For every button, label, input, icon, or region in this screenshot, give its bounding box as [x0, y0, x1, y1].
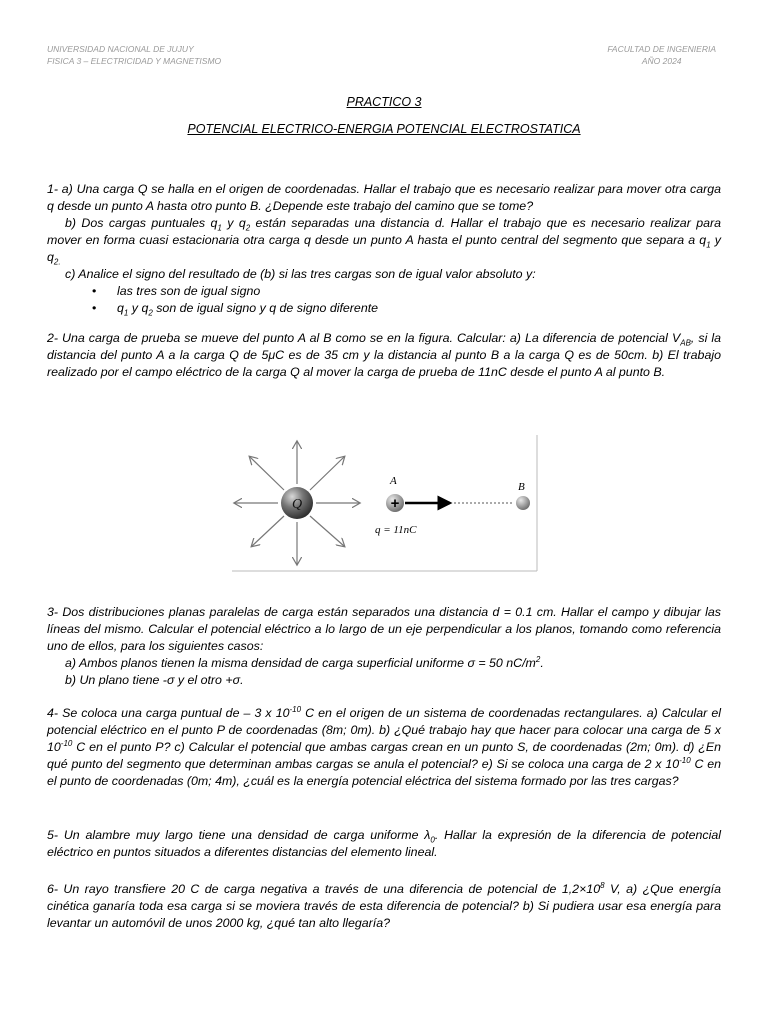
problem-3a: a) Ambos planos tienen la misma densidad de carga superficial uniforme σ = 50 $nC/m^2$. [65, 654, 544, 670]
problem-1c: c) Analice el signo del resultado de (b) si las tres cargas son de igual valor absoluto y: [65, 267, 536, 281]
problem-1a: 1- a) Una carga Q se halla en el origen de coordenadas. Hallar el trabajo que es necesario realizar para mover otra carga q desde un punto A hasta otro punto B. ¿Depende este trabajo del camino que se tome? [47, 182, 721, 213]
point-b-label: B [518, 481, 525, 493]
year: AÑO 2024 [641, 56, 682, 66]
list-item: • $q_1$ y $q_2$ son de igual signo y q de signo diferente [117, 300, 721, 317]
page-title: PRACTICO 3 [346, 95, 422, 109]
faculty-name: FACULTAD DE INGENIERIA [607, 44, 716, 54]
plus-sign: + [390, 495, 400, 512]
problem-1 [47, 181, 721, 317]
problem-3b: b) Un plano tiene -σ y el otro +σ. [65, 673, 244, 687]
header-right [607, 43, 716, 67]
problem-5: 5- Un alambre muy largo tiene una densidad de carga uniforme $\lambda_0$. Hallar la expresión de la diferencia de potencial eléctrico en puntos situados a diferentes distancias del elemento lineal. [47, 828, 722, 859]
point-a-label: A [390, 475, 397, 487]
problem-3-intro: 3- Dos distribuciones planas paralelas de carga están separados una distancia d = 0.1 cm. Hallar el campo y dibujar las líneas del mismo. Calcular el potencial eléctrico a lo largo de un eje perpendicular a los planos, tomando como referencia uno de ellos, para los siguientes casos: [47, 605, 721, 653]
problem-1-bullets [47, 283, 721, 317]
problem-2: 2- Una carga de prueba se mueve del punto A al B como se en la figura. Calcular: a) La diferencia de potencial $V_{AB}$, si la distancia del punto A a la carga Q de 5μC es de 35 cm y la distancia al punto B a la carga Q es de 50cm. b) El trabajo realizado por el campo eléctrico de la carga Q al mover la carga de prueba de 11nC desde el punto A al punto B. [47, 331, 722, 379]
problem-3 [47, 604, 721, 689]
problem-4: 4- Se coloca una carga puntual de – 3 x $10^{-10}$ C en el origen de un sistema de coordenadas rectangulares. a) Calcular el potencial eléctrico en el punto P de coordenadas (8m; 0m). b) ¿Qué trabajo hay que hacer para colocar una carga de 5 x $10^{-10}$ C en el punto P? c) Calcular el potencial que ambas cargas crean en un punto S, de coordenadas (2m; 0m). d) ¿En qué punto del segmento que determinan ambas cargas se anula el potencial? e) Si se coloca una carga de 2 x $10^{-10}$ C en el punto de coordenadas (0m; 4m), ¿cuál es la energía potencial eléctrica del sistema formado por las tres cargas? [47, 704, 721, 788]
problem-1b: b) Dos cargas puntuales $q_1$ y $q_2$ están separadas una distancia d. Hallar el trabajo que es necesario realizar para mover en forma cuasi estacionaria otra carga q desde un punto A hasta el punto central del segmento que separa a $q_1$ y $q_{2.}$ [47, 216, 722, 267]
page-subtitle: POTENCIAL ELECTRICO-ENERGIA POTENCIAL ELECTROSTATICA [187, 122, 581, 136]
charge-figure [230, 433, 538, 573]
point-b-sphere [516, 496, 530, 510]
charge-q-label: Q [291, 497, 303, 512]
problem-6: 6- Un rayo transfiere 20 C de carga negativa a través de una diferencia de potencial de $1,2\times 10^8$ V, a) ¿Que energía cinética ganaría toda esa carga si se moviera través de esta diferencia de potencial? b) Si pudiera usar esa energía para levantar un automóvil de unos 2000 kg, ¿qué tan alto llegaría? [47, 880, 721, 930]
university-name: UNIVERSIDAD NACIONAL DE JUJUY [47, 44, 194, 54]
list-item: • las tres son de igual signo [117, 283, 721, 300]
header-left [47, 43, 221, 67]
test-charge-label: q = 11nC [375, 524, 417, 536]
course-name: FISICA 3 – ELECTRICIDAD Y MAGNETISMO [47, 56, 222, 66]
